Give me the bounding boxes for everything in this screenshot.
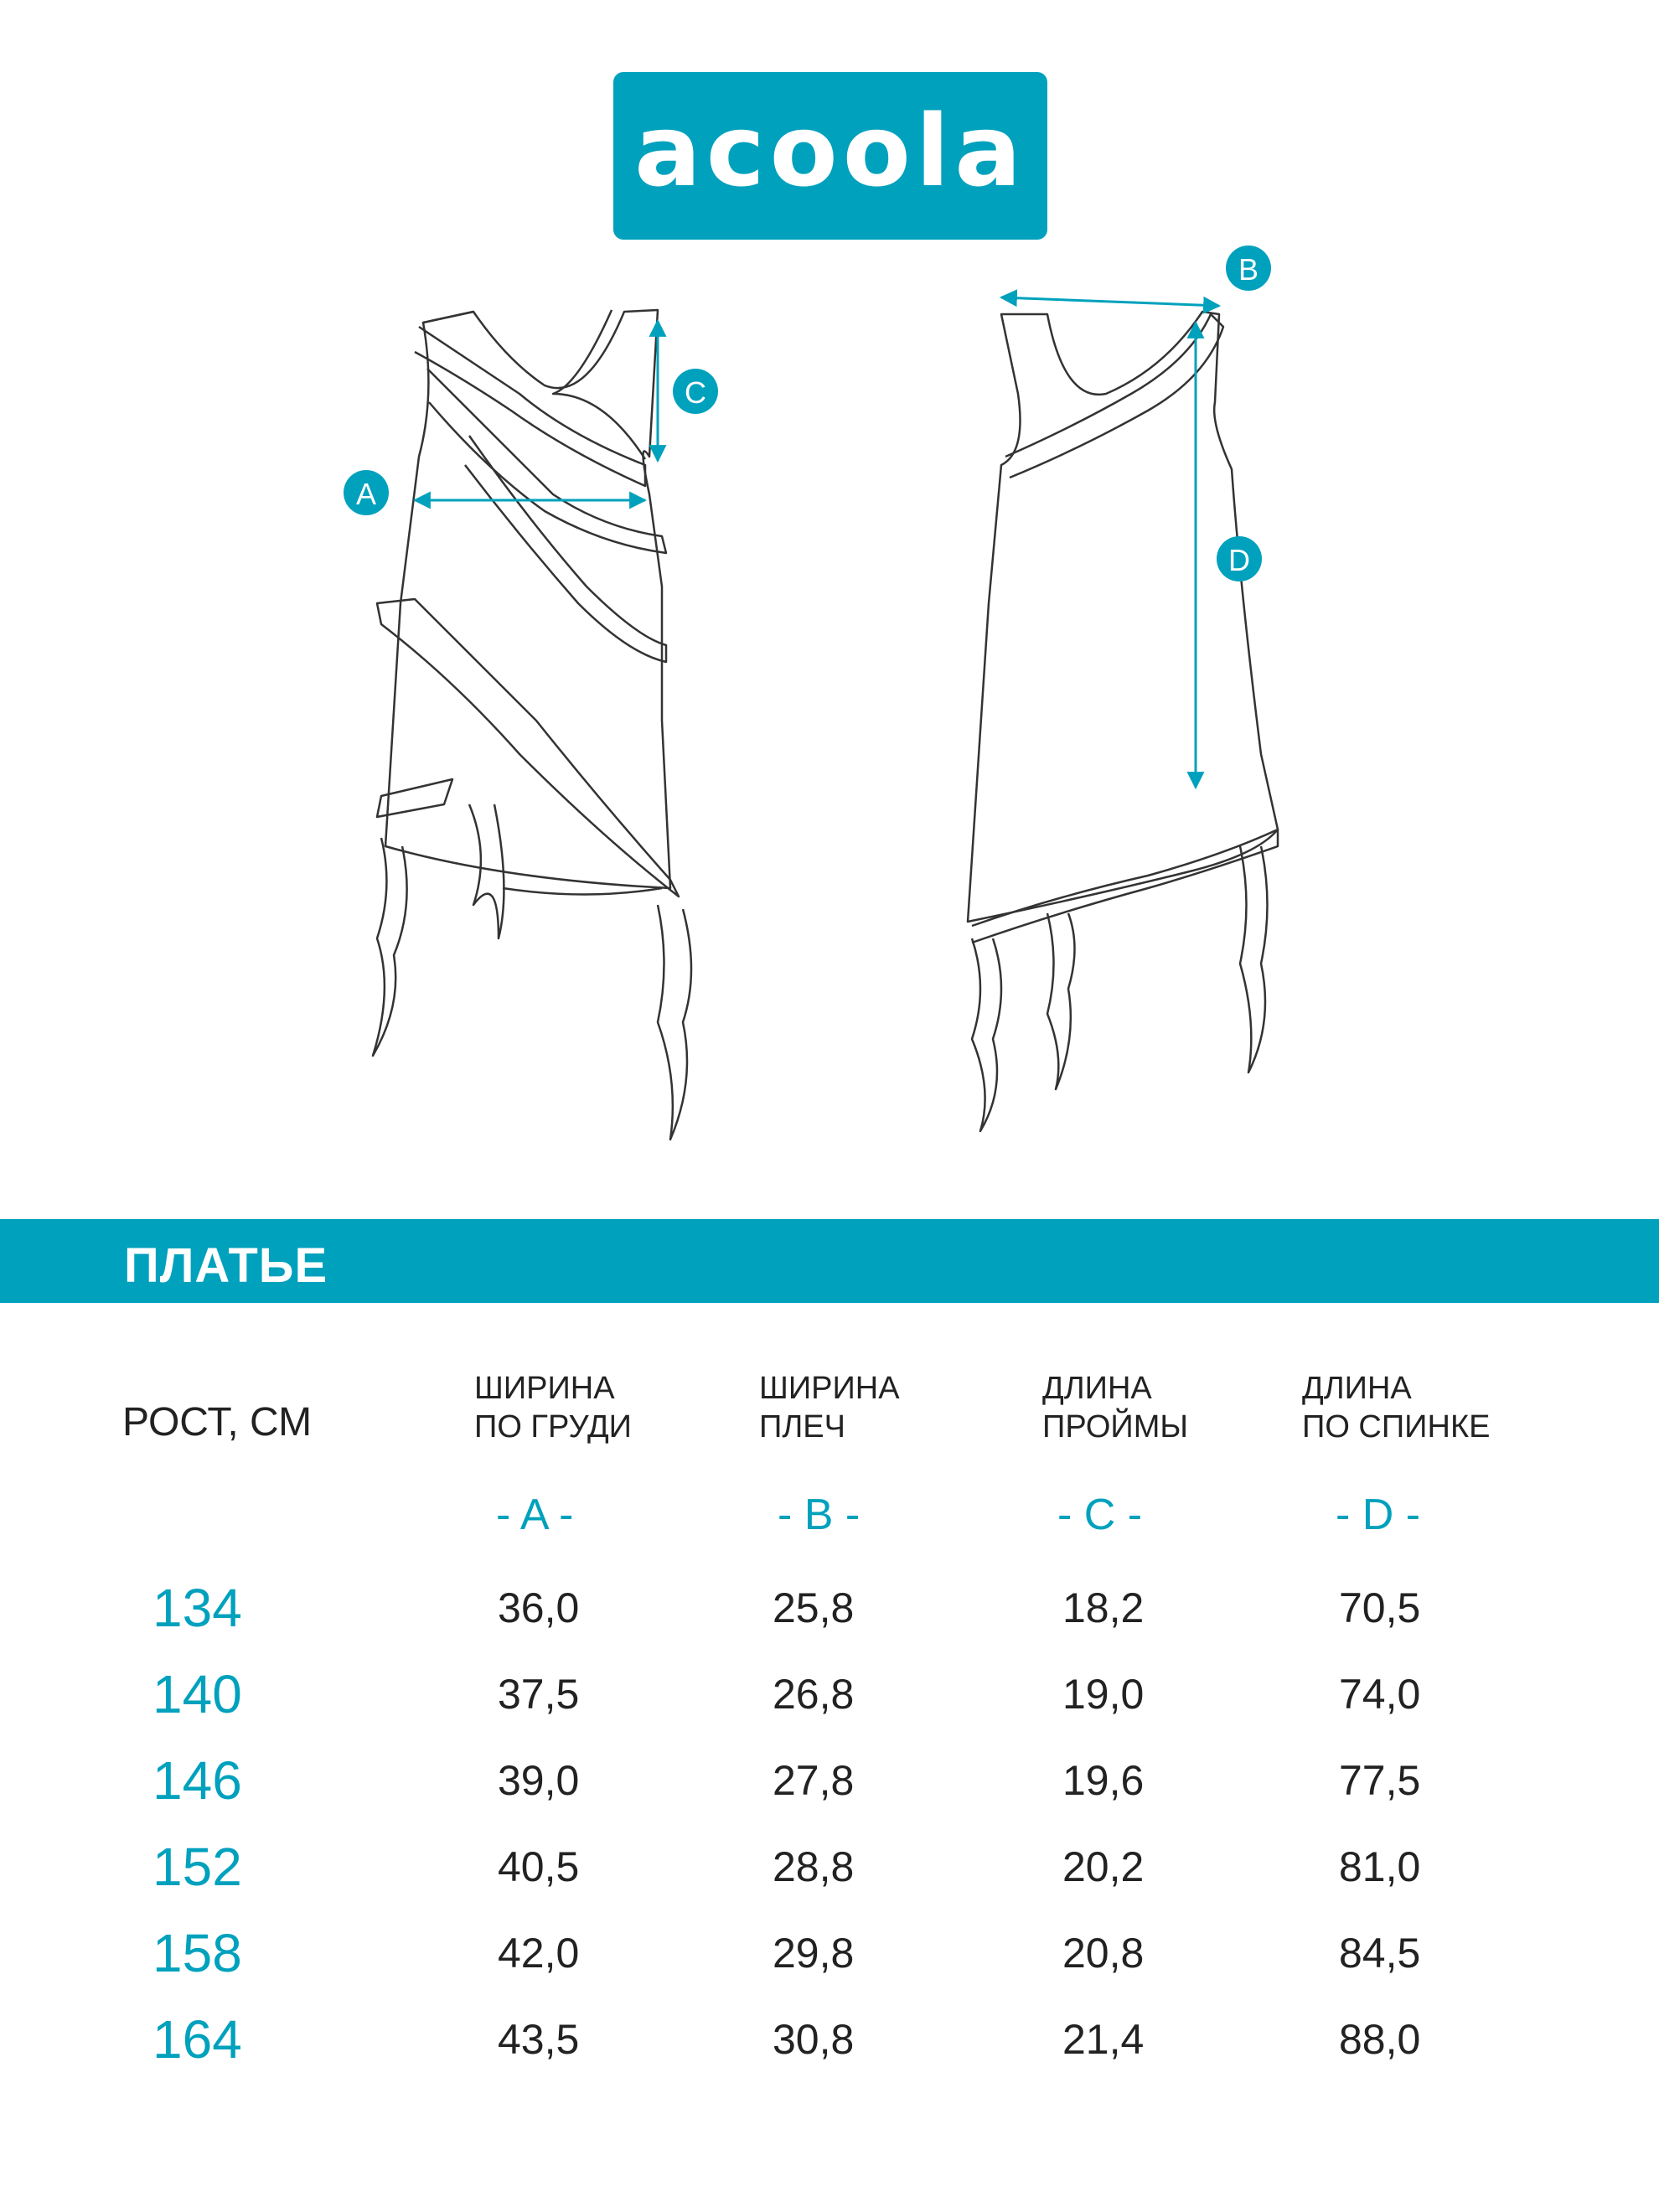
back-length-value: 81,0 [1339,1843,1421,1890]
column-header-line: ШИРИНА [759,1371,900,1406]
chest-width-value: 43,5 [498,2016,580,2063]
column-header-line: ПРОЙМЫ [1042,1409,1188,1445]
height-header: РОСТ, СМ [122,1400,313,1445]
column-letter-a: - A - [496,1491,574,1539]
measurement-arrows [415,297,1219,788]
chest-width-value: 36,0 [498,1584,580,1631]
column-header-line: ПО СПИНКЕ [1302,1409,1491,1445]
column-letter-d: - D - [1336,1491,1421,1539]
height-value: 146 [152,1750,242,1811]
shoulder-width-value: 29,8 [773,1930,855,1977]
column-header-shoulders [759,1369,900,1446]
brand-logo-text: acoola [634,93,1026,209]
table-row [0,1750,1659,1815]
chest-width-value: 40,5 [498,1843,580,1890]
back-length-value: 70,5 [1339,1584,1421,1631]
column-header-back-length [1302,1369,1490,1446]
chest-width-value: 39,0 [498,1757,580,1804]
front-view-sketch [373,310,691,1140]
height-value: 158 [152,1923,242,1983]
back-view-sketch [968,312,1278,1131]
armhole-length-value: 19,6 [1062,1757,1145,1804]
column-letter-c: - C - [1057,1491,1143,1539]
height-value: 164 [152,2009,242,2070]
section-banner [0,1219,1659,1303]
label-d: D [1228,543,1250,577]
shoulder-width-value: 28,8 [773,1843,855,1890]
armhole-length-value: 21,4 [1062,2016,1145,2063]
label-circle-c [673,369,718,414]
shoulder-width-value: 30,8 [773,2016,855,2063]
back-length-value: 88,0 [1339,2016,1421,2063]
armhole-length-value: 18,2 [1062,1584,1145,1631]
column-header-line: ДЛИНА [1042,1371,1152,1406]
armhole-length-value: 20,2 [1062,1843,1145,1890]
back-length-value: 84,5 [1339,1930,1421,1977]
shoulder-width-value: 26,8 [773,1671,855,1718]
column-header-line: ДЛИНА [1302,1371,1412,1406]
label-a: A [355,477,377,511]
label-circle-a [344,470,389,515]
table-row [0,1837,1659,1901]
column-header-line: ПЛЕЧ [759,1409,845,1445]
armhole-length-value: 19,0 [1062,1671,1145,1718]
label-circle-d [1217,536,1262,581]
chest-width-value: 37,5 [498,1671,580,1718]
label-c: C [685,375,706,410]
column-header-chest [474,1369,632,1446]
column-header-armhole [1042,1369,1188,1446]
height-value: 140 [152,1664,242,1724]
armhole-length-value: 20,8 [1062,1930,1145,1977]
height-value: 134 [152,1578,242,1638]
table-row [0,1578,1659,1642]
column-header-line: ПО ГРУДИ [474,1409,632,1445]
column-header-line: ШИРИНА [474,1371,615,1406]
back-length-value: 74,0 [1339,1671,1421,1718]
label-b: B [1238,252,1259,287]
back-length-value: 77,5 [1339,1757,1421,1804]
shoulder-width-value: 25,8 [773,1584,855,1631]
table-row [0,1664,1659,1729]
label-circle-b [1226,245,1271,291]
arrow-b [1001,297,1219,306]
table-row [0,1923,1659,1987]
height-value: 152 [152,1837,242,1897]
table-row [0,2009,1659,2074]
column-letter-b: - B - [778,1491,861,1539]
chest-width-value: 42,0 [498,1930,580,1977]
section-title: ПЛАТЬЕ [124,1238,328,1293]
shoulder-width-value: 27,8 [773,1757,855,1804]
